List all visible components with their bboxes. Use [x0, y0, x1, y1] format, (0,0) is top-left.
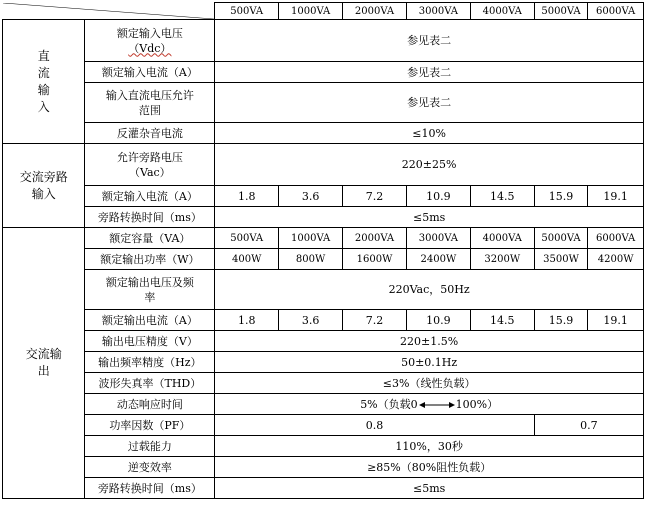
corner-cell: [3, 3, 215, 20]
value-cell: 3.6: [279, 186, 343, 207]
param-value: 220±25%: [215, 144, 644, 186]
param-label: 反灌杂音电流: [85, 123, 215, 144]
param-value: 0.8: [215, 415, 534, 436]
param-label: 额定输出电压及频 率: [85, 270, 215, 310]
value-cell: 6000VA: [588, 228, 644, 249]
value-cell: 2000VA: [343, 228, 407, 249]
param-value: 0.7: [534, 415, 643, 436]
value-cell: 3200W: [470, 249, 534, 270]
value-cell: 14.5: [470, 310, 534, 331]
param-value: 5%（负载0 100%）: [215, 394, 644, 415]
value-cell: 3.6: [279, 310, 343, 331]
param-label: 输出电压精度（V）: [85, 331, 215, 352]
value-cell: 1600W: [343, 249, 407, 270]
table-row: [3, 436, 644, 457]
table-row: [3, 228, 644, 249]
capacity-header: 500VA: [215, 3, 279, 20]
param-label: 额定输入电流（A）: [85, 186, 215, 207]
table-row: [3, 310, 644, 331]
value-cell: 500VA: [215, 228, 279, 249]
param-label: 波形失真率（THD）: [85, 373, 215, 394]
table-row: [3, 249, 644, 270]
group-ac-output: 交流输 出: [3, 228, 85, 499]
table-row: [3, 62, 644, 83]
capacity-header: 2000VA: [343, 3, 407, 20]
value-cell: 3500W: [534, 249, 588, 270]
value-cell: 2400W: [406, 249, 470, 270]
spec-table: [2, 2, 644, 499]
value-cell: 5000VA: [534, 228, 588, 249]
value-cell: 10.9: [406, 186, 470, 207]
value-cell: 15.9: [534, 186, 588, 207]
param-label: 逆变效率: [85, 457, 215, 478]
group-ac-bypass: 交流旁路 输入: [3, 144, 85, 228]
param-label: 输出频率精度（Hz）: [85, 352, 215, 373]
value-cell: 15.9: [534, 310, 588, 331]
table-row: [3, 331, 644, 352]
double-arrow-icon: [419, 401, 455, 409]
header-row: [3, 3, 644, 20]
value-cell: 19.1: [588, 310, 644, 331]
param-label: 旁路转换时间（ms）: [85, 478, 215, 499]
param-label: 额定输出电流（A）: [85, 310, 215, 331]
param-label: 额定输出功率（W）: [85, 249, 215, 270]
param-value: 50±0.1Hz: [215, 352, 644, 373]
group-dc-input: 直 流 输 入: [3, 20, 85, 144]
table-row: [3, 83, 644, 123]
value-cell: 1.8: [215, 310, 279, 331]
value-cell: 7.2: [343, 186, 407, 207]
value-cell: 800W: [279, 249, 343, 270]
param-value: ≤10%: [215, 123, 644, 144]
capacity-header: 5000VA: [534, 3, 588, 20]
table-row: [3, 20, 644, 62]
param-label: 旁路转换时间（ms）: [85, 207, 215, 228]
table-row: [3, 270, 644, 310]
value-cell: 7.2: [343, 310, 407, 331]
table-row: [3, 394, 644, 415]
param-label: 输入直流电压允许 范围: [85, 83, 215, 123]
value-cell: 3000VA: [406, 228, 470, 249]
value-cell: 4200W: [588, 249, 644, 270]
table-row: [3, 123, 644, 144]
table-row: [3, 186, 644, 207]
param-value: 220Vac，50Hz: [215, 270, 644, 310]
value-cell: 1.8: [215, 186, 279, 207]
table-row: [3, 207, 644, 228]
param-label: 额定容量（VA）: [85, 228, 215, 249]
param-label: 额定输入电压 （Vdc）: [85, 20, 215, 62]
param-label: 功率因数（PF）: [85, 415, 215, 436]
table-row: [3, 144, 644, 186]
table-row: [3, 457, 644, 478]
param-value: ≤3%（线性负载）: [215, 373, 644, 394]
param-label: 允许旁路电压 （Vac）: [85, 144, 215, 186]
capacity-header: 6000VA: [588, 3, 644, 20]
capacity-header: 1000VA: [279, 3, 343, 20]
param-value: 220±1.5%: [215, 331, 644, 352]
param-value: 参见表二: [215, 20, 644, 62]
capacity-header: 4000VA: [470, 3, 534, 20]
param-value: ≤5ms: [215, 478, 644, 499]
param-label: 过载能力: [85, 436, 215, 457]
value-cell: 19.1: [588, 186, 644, 207]
table-row: [3, 373, 644, 394]
value-cell: 1000VA: [279, 228, 343, 249]
param-value: 110%，30秒: [215, 436, 644, 457]
param-value: ≤5ms: [215, 207, 644, 228]
table-row: [3, 415, 644, 436]
value-cell: 4000VA: [470, 228, 534, 249]
param-value: 参见表二: [215, 62, 644, 83]
capacity-header: 3000VA: [406, 3, 470, 20]
param-label: 额定输入电流（A）: [85, 62, 215, 83]
param-value: ≥85%（80%阻性负载）: [215, 457, 644, 478]
value-cell: 14.5: [470, 186, 534, 207]
value-cell: 400W: [215, 249, 279, 270]
table-row: [3, 478, 644, 499]
table-row: [3, 352, 644, 373]
param-value: 参见表二: [215, 83, 644, 123]
value-cell: 10.9: [406, 310, 470, 331]
param-label: 动态响应时间: [85, 394, 215, 415]
